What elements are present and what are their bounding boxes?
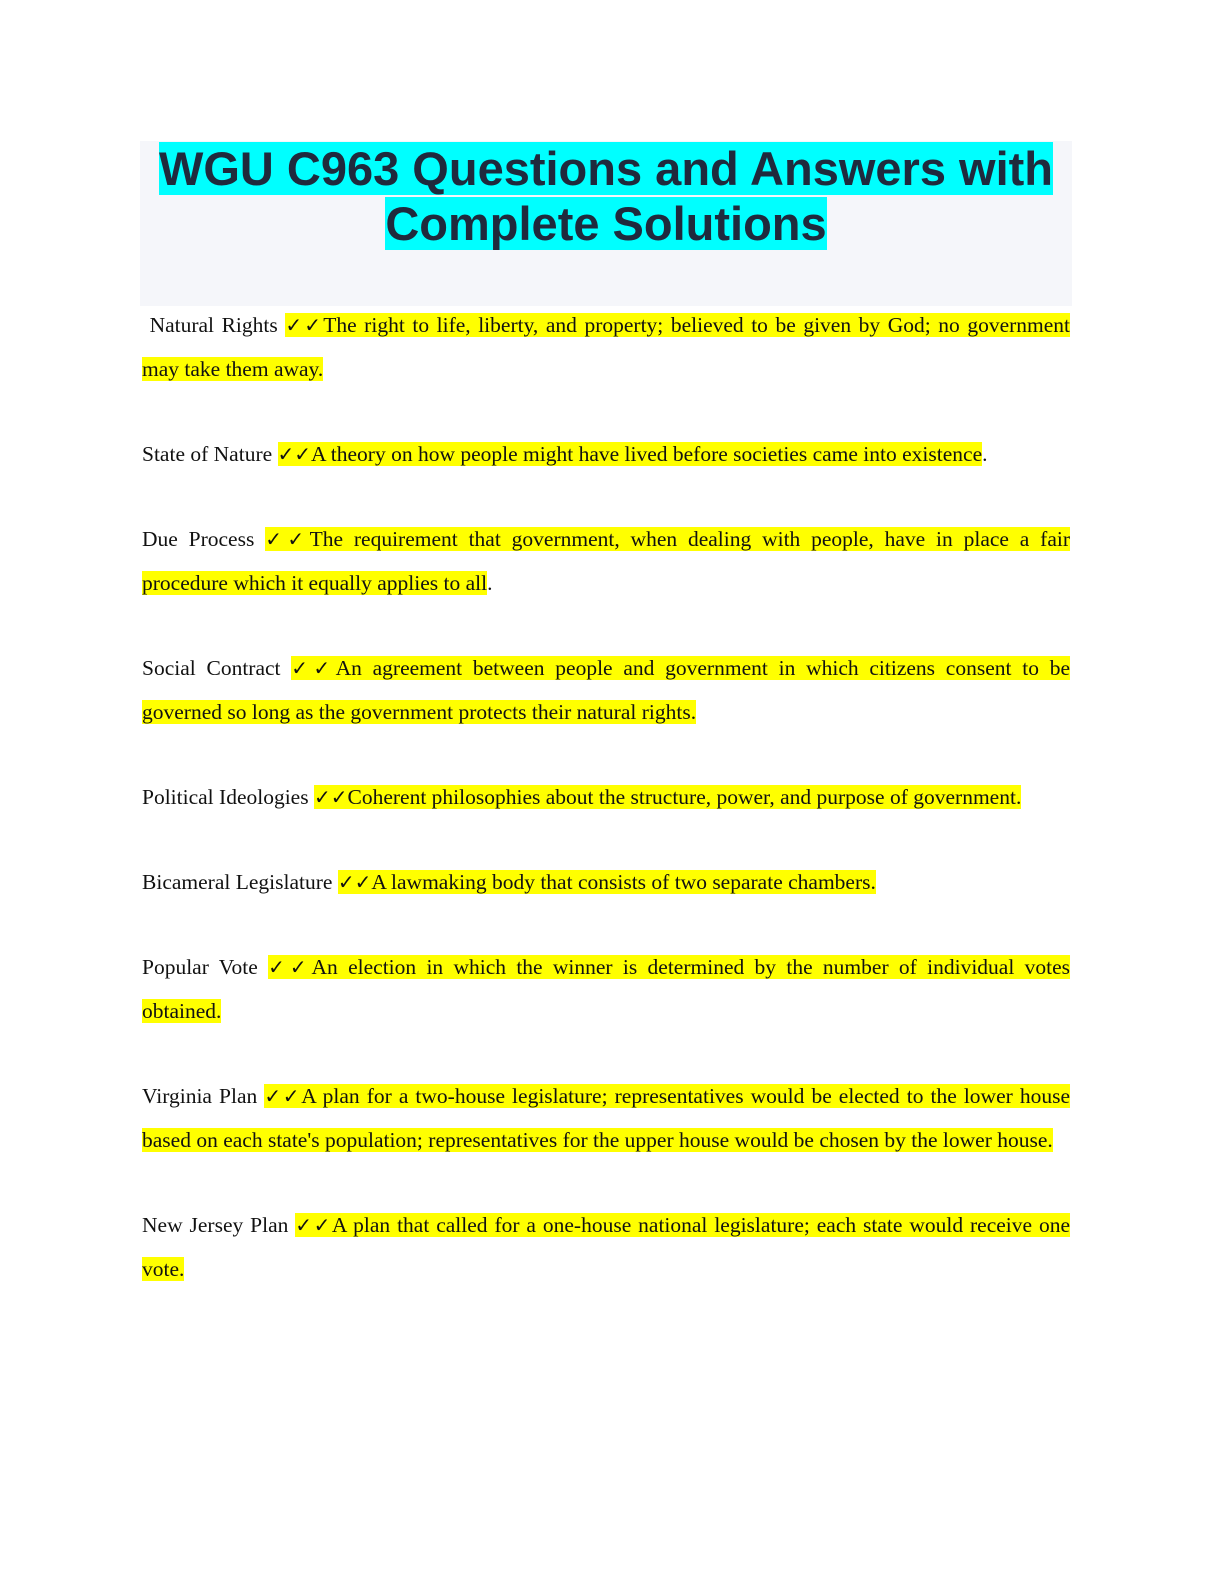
- answer: A lawmaking body that consists of two separate chambers.: [371, 870, 876, 894]
- qa-entry-political-ideologies: [142, 775, 1070, 819]
- answer-highlight: [142, 1084, 1070, 1152]
- double-check-icon: ✓✓: [277, 442, 312, 466]
- double-check-icon: ✓✓: [264, 1084, 302, 1108]
- term: State of Nature: [142, 442, 273, 466]
- qa-entry-state-of-nature: [142, 432, 1070, 476]
- term: Natural Rights: [149, 313, 278, 337]
- term: Political Ideologies: [142, 785, 309, 809]
- qa-entry-virginia-plan: [142, 1074, 1070, 1162]
- qa-entry-natural-rights: [142, 303, 1070, 391]
- answer: An agreement between people and government in which citizens consent to be governed so long as the government protects their natural rights.: [142, 656, 1070, 724]
- answer: The right to life, liberty, and property; believed to be given by God; no government may take them away.: [142, 313, 1071, 381]
- qa-entry-due-process: [142, 517, 1070, 605]
- answer-tail: .: [982, 442, 988, 466]
- answer: The requirement that government, when dealing with people, have in place a fair procedure which it equally applies to all: [142, 527, 1071, 595]
- answer: A plan that called for a one-house national legislature; each state would receive one vote.: [142, 1213, 1071, 1281]
- double-check-icon: ✓✓: [295, 1213, 332, 1237]
- double-check-icon: ✓✓: [291, 656, 336, 680]
- term: New Jersey Plan: [142, 1213, 289, 1237]
- answer-tail: .: [487, 571, 493, 595]
- double-check-icon: ✓✓: [285, 313, 324, 337]
- title-line-1: WGU C963 Questions and Answers with: [158, 142, 1054, 195]
- answer-highlight: [142, 656, 1070, 724]
- double-check-icon: ✓✓: [337, 870, 372, 894]
- double-check-icon: ✓✓: [313, 785, 348, 809]
- qa-entry-popular-vote: [142, 945, 1070, 1033]
- term: Popular Vote: [142, 955, 258, 979]
- answer-highlight: [338, 870, 876, 894]
- answer-highlight: [142, 527, 1070, 595]
- answer: An election in which the winner is determined by the number of individual votes obtained.: [142, 955, 1070, 1023]
- answer: A theory on how people might have lived before societies came into existence: [311, 442, 983, 466]
- answer: Coherent philosophies about the structure, power, and purpose of government.: [347, 785, 1022, 809]
- answer-highlight: [314, 785, 1021, 809]
- qa-entry-social-contract: [142, 646, 1070, 734]
- term: Due Process: [142, 527, 255, 551]
- answer-highlight: [278, 442, 983, 466]
- term: Social Contract: [142, 656, 281, 680]
- qa-list: [142, 303, 1070, 1332]
- double-check-icon: ✓✓: [265, 527, 310, 551]
- double-check-icon: ✓✓: [268, 955, 312, 979]
- answer-highlight: [142, 955, 1070, 1023]
- qa-entry-bicameral-legislature: [142, 860, 1070, 904]
- term: Bicameral Legislature: [142, 870, 333, 894]
- page-title: [140, 141, 1072, 251]
- term: Virginia Plan: [142, 1084, 258, 1108]
- qa-entry-new-jersey-plan: [142, 1203, 1070, 1291]
- answer: A plan for a two-house legislature; representatives would be elected to the lower house based on each state's population; representatives for the upper house would be chosen by the lower house.: [142, 1084, 1071, 1152]
- title-line-2: Complete Solutions: [385, 197, 827, 250]
- answer-highlight: [142, 313, 1070, 381]
